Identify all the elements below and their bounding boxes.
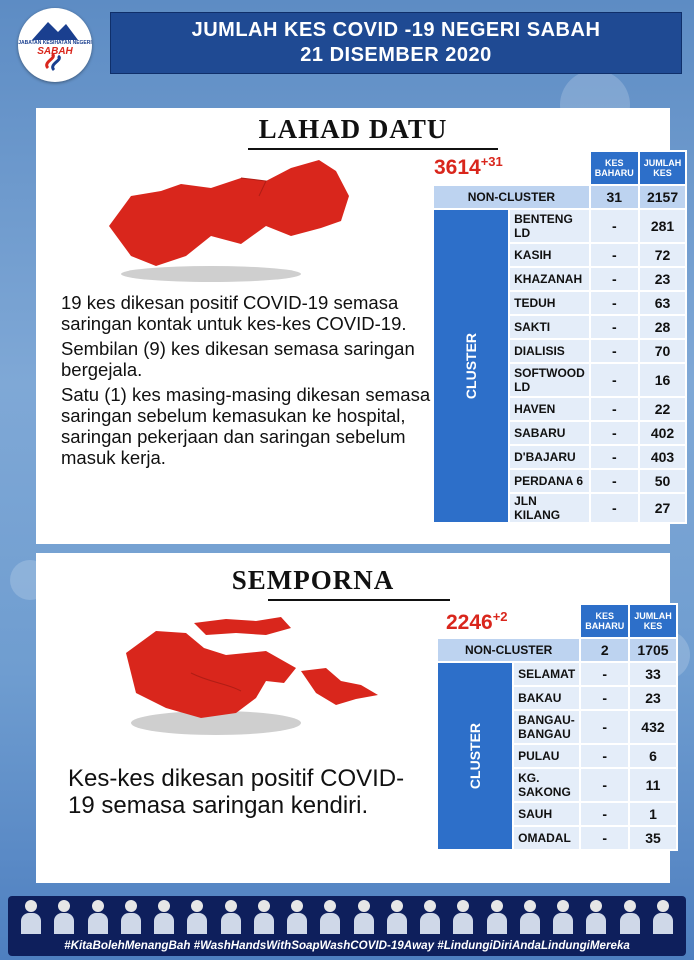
person-icon — [552, 900, 574, 934]
column-header-new: KES BAHARU — [580, 604, 629, 638]
person-icon — [519, 900, 541, 934]
page-date: 21 DISEMBER 2020 — [300, 44, 492, 66]
cluster-new: - — [580, 826, 629, 850]
non-cluster-row — [437, 638, 677, 662]
cluster-name: SELAMAT — [513, 662, 580, 686]
cluster-total: 72 — [639, 243, 687, 267]
cluster-total: 1 — [629, 802, 677, 826]
cluster-name: OMADAL — [513, 826, 580, 850]
column-header-total: JUMLAH KES — [639, 151, 687, 185]
cluster-name: SABARU — [509, 421, 590, 445]
cluster-total: 6 — [629, 744, 677, 768]
non-cluster-label: NON-CLUSTER — [437, 638, 580, 662]
cluster-total: 16 — [639, 363, 687, 397]
sabah-health-logo — [18, 8, 92, 82]
table-header-spacer — [433, 151, 590, 185]
table-row — [433, 209, 686, 243]
page-title: JUMLAH KES COVID -19 NEGERI SABAH — [191, 19, 601, 41]
column-header-new: KES BAHARU — [590, 151, 639, 185]
description-paragraph: 19 kes dikesan positif COVID-19 semasa saringan kontak untuk kes-kes COVID-19. — [61, 292, 407, 334]
cluster-new: - — [590, 209, 639, 243]
lahad-datu-description — [61, 292, 441, 472]
total-increase: +2 — [492, 609, 508, 624]
person-icon — [486, 900, 508, 934]
logo-text: JABATAN KESIHATAN NEGERI — [18, 40, 92, 46]
cluster-name: BAKAU — [513, 686, 580, 710]
cluster-total: 28 — [639, 315, 687, 339]
cluster-name: BENTENG LD — [509, 209, 590, 243]
cluster-total: 403 — [639, 445, 687, 469]
cluster-total: 70 — [639, 339, 687, 363]
logo-sabah-text: SABAH — [37, 46, 73, 57]
lahad-datu-map-icon — [91, 156, 361, 286]
cluster-new: - — [580, 686, 629, 710]
person-icon — [53, 900, 75, 934]
cluster-new: - — [580, 802, 629, 826]
total-cases: 3614 — [434, 156, 481, 179]
footer-hashtags: #KitaBolehMenangBah #WashHandsWithSoapWashCOVID-19Away #LindungiDiriAndaLindungiMereka — [64, 939, 630, 952]
semporna-map-icon — [116, 613, 386, 743]
cluster-name: JLN KILANG — [509, 493, 590, 523]
cluster-total: 11 — [629, 768, 677, 802]
cluster-new: - — [590, 243, 639, 267]
cluster-name: KHAZANAH — [509, 267, 590, 291]
cluster-new: - — [590, 421, 639, 445]
column-header-total: JUMLAH KES — [629, 604, 677, 638]
person-icon — [153, 900, 175, 934]
cluster-label: CLUSTER — [437, 662, 513, 850]
cluster-name: SOFTWOOD LD — [509, 363, 590, 397]
semporna-cluster-table — [436, 603, 678, 851]
non-cluster-new: 2 — [580, 638, 629, 662]
description-paragraph: Satu (1) kes masing-masing dikesan semasa saringan sebelum kemasukan ke hospital, saringan pekerjaan dan saringan sebelum masuk kerja. — [61, 384, 431, 468]
person-icon — [619, 900, 641, 934]
total-increase: +31 — [480, 154, 503, 169]
lahad-datu-title: LAHAD DATU — [258, 114, 448, 144]
cluster-total: 402 — [639, 421, 687, 445]
cluster-label: CLUSTER — [433, 209, 509, 523]
cluster-new: - — [590, 493, 639, 523]
cluster-name: SAUH — [513, 802, 580, 826]
cluster-total: 22 — [639, 397, 687, 421]
cluster-name: SAKTI — [509, 315, 590, 339]
cluster-new: - — [590, 363, 639, 397]
person-icon — [319, 900, 341, 934]
cluster-new: - — [580, 662, 629, 686]
person-icon — [585, 900, 607, 934]
cluster-total: 63 — [639, 291, 687, 315]
cluster-new: - — [590, 267, 639, 291]
cluster-new: - — [580, 710, 629, 744]
cluster-new: - — [590, 339, 639, 363]
person-icon — [353, 900, 375, 934]
person-icon — [452, 900, 474, 934]
cluster-name: DIALISIS — [509, 339, 590, 363]
semporna-description: Kes-kes dikesan positif COVID-19 semasa saringan kendiri. — [68, 765, 405, 819]
table-header-spacer — [437, 604, 580, 638]
cluster-new: - — [590, 315, 639, 339]
non-cluster-label: NON-CLUSTER — [433, 185, 590, 209]
cluster-name: KG. SAKONG — [513, 768, 580, 802]
total-cases: 2246 — [446, 611, 493, 634]
frontliners-illustration — [20, 900, 674, 936]
person-icon — [20, 900, 42, 934]
semporna-title: SEMPORNA — [231, 565, 395, 595]
cluster-name: KASIH — [509, 243, 590, 267]
cluster-new: - — [580, 744, 629, 768]
footer-banner — [8, 896, 686, 956]
cluster-total: 432 — [629, 710, 677, 744]
cluster-name: PERDANA 6 — [509, 469, 590, 493]
cluster-total: 23 — [639, 267, 687, 291]
non-cluster-total: 1705 — [629, 638, 677, 662]
person-icon — [186, 900, 208, 934]
lahad-datu-panel — [36, 108, 682, 544]
cluster-name: D'BAJARU — [509, 445, 590, 469]
person-icon — [87, 900, 109, 934]
cluster-total: 23 — [629, 686, 677, 710]
person-icon — [419, 900, 441, 934]
page-header — [110, 12, 682, 74]
title-underline — [268, 599, 450, 601]
description-paragraph: Sembilan (9) kes dikesan semasa saringan bergejala. — [61, 338, 415, 380]
semporna-panel — [36, 553, 670, 883]
person-icon — [286, 900, 308, 934]
cluster-total: 50 — [639, 469, 687, 493]
non-cluster-total: 2157 — [639, 185, 687, 209]
cluster-total: 35 — [629, 826, 677, 850]
person-icon — [220, 900, 242, 934]
cluster-name: BANGAU-BANGAU — [513, 710, 580, 744]
cluster-total: 27 — [639, 493, 687, 523]
lahad-datu-cluster-table — [432, 150, 687, 524]
cluster-total: 33 — [629, 662, 677, 686]
person-icon — [652, 900, 674, 934]
non-cluster-new: 31 — [590, 185, 639, 209]
person-icon — [253, 900, 275, 934]
non-cluster-row — [433, 185, 686, 209]
cluster-new: - — [590, 291, 639, 315]
cluster-new: - — [590, 397, 639, 421]
cluster-name: PULAU — [513, 744, 580, 768]
cluster-new: - — [580, 768, 629, 802]
cluster-new: - — [590, 445, 639, 469]
cluster-total: 281 — [639, 209, 687, 243]
person-icon — [120, 900, 142, 934]
person-icon — [386, 900, 408, 934]
cluster-name: HAVEN — [509, 397, 590, 421]
cluster-name: TEDUH — [509, 291, 590, 315]
table-row — [437, 662, 677, 686]
cluster-new: - — [590, 469, 639, 493]
